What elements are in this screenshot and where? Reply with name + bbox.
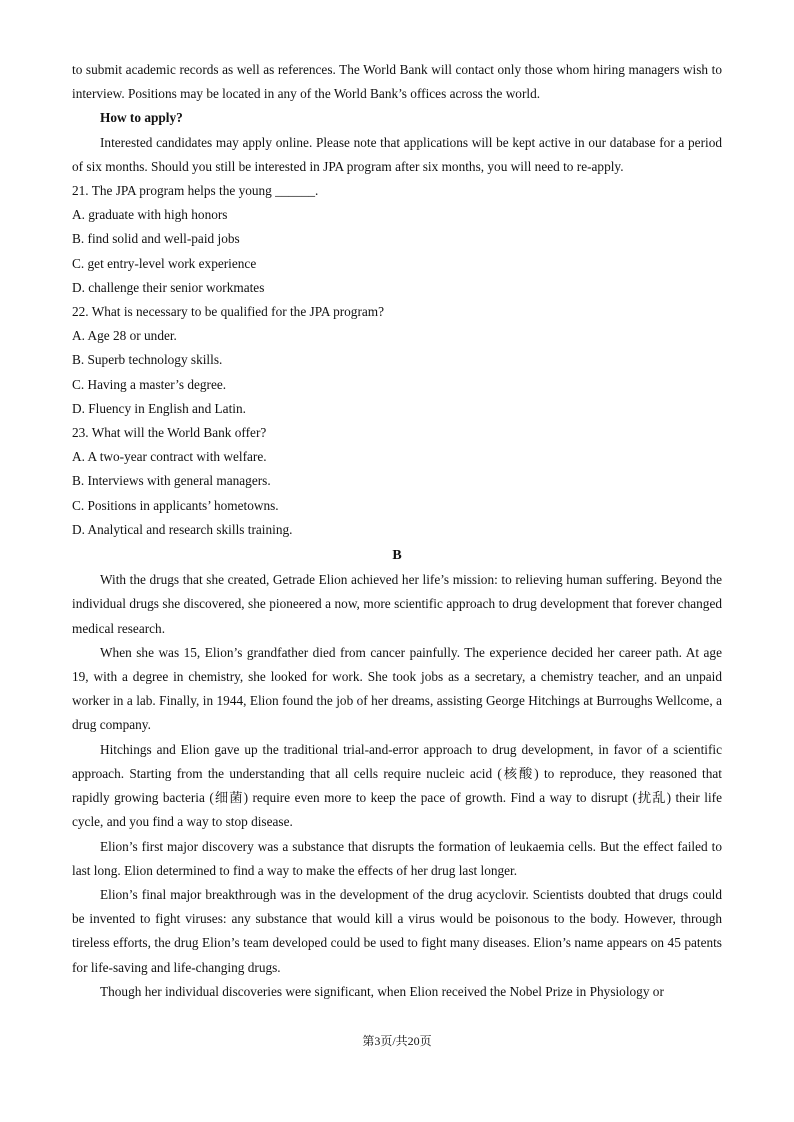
passage-a-paragraph: to submit academic records as well as references. The World Bank will contact only those whom hiring managers wish to interview. Positions may be located in any of the World Bank’s offices across the world. [72,62,722,102]
question-stem: 22. What is necessary to be qualified for the JPA program? [72,304,385,320]
answer-option: A. A two-year contract with welfare. [72,449,267,465]
document-page [72,58,722,1004]
answer-option: A. Age 28 or under. [72,328,177,344]
answer-option: B. Superb technology skills. [72,352,223,368]
passage-b-paragraph: Though her individual discoveries were significant, when Elion received the Nobel Prize in Physiology or [100,983,664,999]
question-stem: 23. What will the World Bank offer? [72,425,267,441]
answer-option: A. graduate with high honors [72,207,228,223]
answer-option: D. Analytical and research skills training. [72,521,293,537]
answer-option: B. find solid and well-paid jobs [72,231,240,247]
passage-b-paragraph: With the drugs that she created, Getrade Elion achieved her life’s mission: to relieving human suffering. Beyond the individual drugs she discovered, she pioneered a now, more scientific approach to drug development that forever changed medical research. [72,572,722,636]
page-footer: 第3页/共20页 [362,1034,432,1048]
answer-option: B. Interviews with general managers. [72,473,271,489]
passage-b-paragraph: Hitchings and Elion gave up the traditional trial-and-error approach to drug development, in favor of a scientific approach. Starting from the understanding that all cells require nucleic acid (核酸) to reproduce, they reasoned that rapidly growing bacteria (细菌) require even more to keep the pace of growth. Find a way to disrupt (扰乱) their life cycle, and you find a way to stop disease. [72,741,722,830]
answer-option: D. challenge their senior workmates [72,279,265,295]
passage-b-paragraph: Elion’s first major discovery was a substance that disrupts the formation of leukaemia cells. But the effect failed to last long. Elion determined to find a way to make the effects of her drug last longer. [72,838,722,878]
answer-option: C. get entry-level work experience [72,255,257,271]
question-22 [72,300,722,421]
passage-b-paragraph: Elion’s final major breakthrough was in the development of the drug acyclovir. Scientists doubted that drugs could be invented to fight viruses: any substance that would kill a virus would be poisonous to the body. However, through tireless efforts, the drug Elion’s team developed could be used to fight many diseases. Elion’s name appears on 45 patents for life-saving and life-changing drugs. [72,886,722,975]
question-21 [72,179,722,300]
question-stem: 21. The JPA program helps the young ______. [72,183,319,199]
answer-option: C. Having a master’s degree. [72,376,227,392]
answer-option: D. Fluency in English and Latin. [72,400,246,416]
passage-b-paragraph: When she was 15, Elion’s grandfather died from cancer painfully. The experience decided her career path. At age 19, with a degree in chemistry, she looked for work. She took jobs as a secretary, a chemistry teacher, and an unpaid worker in a lab. Finally, in 1944, Elion found the job of her dreams, assisting George Hitchings at Burroughs Wellcome, a drug company. [72,644,722,733]
how-to-apply-heading: How to apply? [100,110,183,126]
section-b-title: B [392,548,402,564]
passage-a-paragraph: Interested candidates may apply online. Please note that applications will be kept active in our database for a period of six months. Should you still be interested in JPA program after six months, you will need to re-apply. [72,134,722,174]
question-23 [72,421,722,542]
answer-option: C. Positions in applicants’ hometowns. [72,497,279,513]
